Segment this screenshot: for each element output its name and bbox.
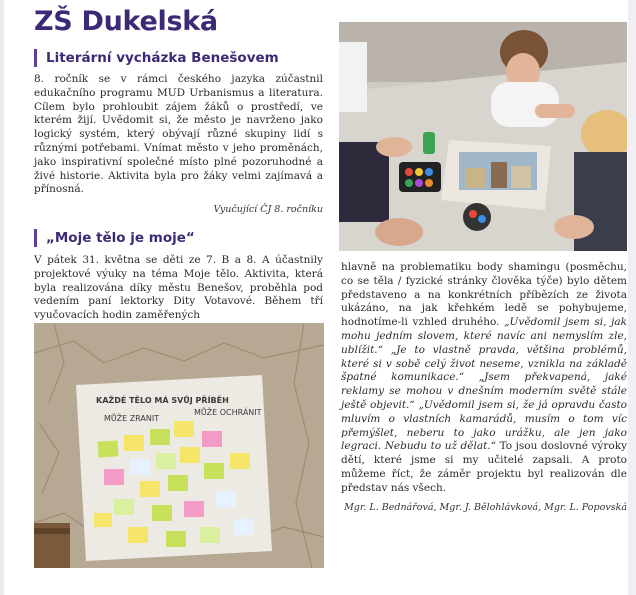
- section-heading-body: „Moje tělo je moje“: [34, 229, 195, 247]
- left-margin-bar: [0, 0, 4, 595]
- sticky-notes-poster-photo: [34, 323, 324, 568]
- signature-walk: Vyučující ČJ 8. ročníku: [213, 204, 323, 215]
- body-intro: hlavně na problematiku body shamingu (posměchu, co se těla / fyzické stránky člověka týče) bylo dětem představeno a na konkrétních příbězích ze života ukázáno, na jak křehkém ledě se pohybujeme, hodnotíme-li vzhled druhého.: [341, 261, 627, 329]
- children-quotes: „Uvědomil jsem si, jak mohu jedním slovem, které navíc ani nemyslím zle, ublížit.“ „Je to vlastně pravda, většina problémů, které si v sobě celý život neseme, vznikla na základě špatné komunikace.“ „Jsem překvapená, jaké reklamy se mohou v dnešním moderním světě stále ještě objevit.“ „Uvědomil jsem si, že já opravdu často mluvím o vlastních kamarádů, musím o tom víc přemýšlet, neberu to jako urážku, ale jen jako legraci. Nebudu to už dělat.“: [341, 316, 627, 453]
- section-text-walk: 8. ročník se v rámci českého jazyka zúčastnil edukačního programu MUD Urbanismus a literatura. Cílem bylo prohloubit zájem žáků o prostředí, ve kterém žijí. Uvědomit si, že město je navrženo jako logický systém, který obývají různé skupiny lidí s různými potřebami. Vnímat město v jeho proměnách, jako inspirativní společné místo plné pozoruhodné a živé historie. Aktivita byla pro žáky velmi zajímavá a přínosná.: [34, 73, 323, 196]
- poster-right-label: MŮŽE OCHRÁNIT: [194, 408, 262, 417]
- section-heading-walk: Literární vycházka Benešovem: [34, 49, 279, 67]
- poster-left-label: MŮŽE ZRANIT: [104, 414, 160, 423]
- school-title: ZŠ Dukelská: [34, 6, 218, 37]
- painting-illustration: [339, 22, 627, 251]
- body-conclusion: To jsou doslovné výroky dětí, které jsme si my učitelé zapsali. A proto můžeme říct, že záměr projektu byl realizován dle představ nás všech.: [341, 440, 627, 494]
- poster-illustration: [34, 323, 324, 568]
- section-text-body-right: [341, 261, 627, 496]
- poster-title: KAŽDÉ TĚLO MÁ SVŮJ PŘÍBĚH: [96, 396, 229, 405]
- students-painting-photo: [339, 22, 627, 251]
- section-text-body-left: V pátek 31. května se děti ze 7. B a 8. A účastnily projektové výuky na téma Moje tělo. Aktivita, která byla realizována díky městu Benešov, proběhla pod vedením paní lektorky Dity Votavové. Během tří vyučovacích hodin zaměřených: [34, 254, 323, 322]
- right-margin-bar: [628, 0, 636, 595]
- signature-body: Mgr. L. Bednářová, Mgr. J. Bělohlávková, Mgr. L. Popovská: [344, 502, 627, 513]
